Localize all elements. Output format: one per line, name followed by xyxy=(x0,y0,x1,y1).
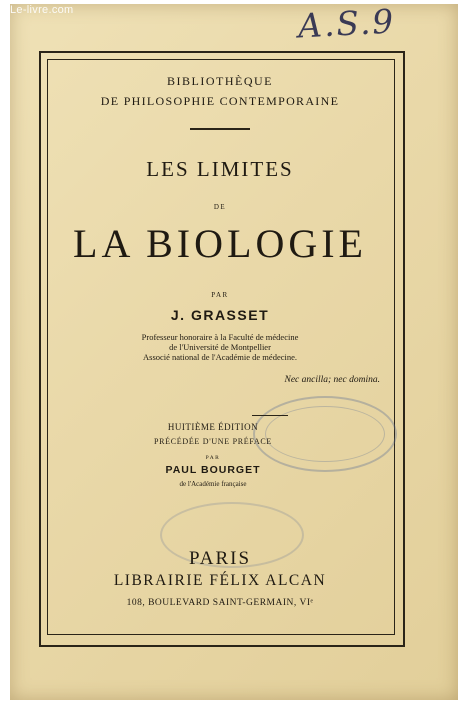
edition-rule xyxy=(252,415,288,416)
author-by: PAR xyxy=(211,291,229,299)
divider-rule xyxy=(190,128,250,130)
preface-by: PAR xyxy=(205,455,221,461)
motto: Nec ancilla; nec domina. xyxy=(284,375,380,385)
edition-label: HUITIÈME ÉDITION xyxy=(167,422,259,432)
imprint-city: PARIS xyxy=(188,548,252,569)
preface-note: PRÉCÉDÉE D'UNE PRÉFACE xyxy=(153,437,273,446)
handwritten-note: A.S.9 xyxy=(297,1,397,46)
watermark: Le-livre.com xyxy=(10,4,74,16)
author-affiliation-3: Associé national de l'Académie de médecine. xyxy=(143,352,297,362)
author-affiliation-2: de l'Université de Montpellier xyxy=(169,342,271,352)
preface-author: PAUL BOURGET xyxy=(165,464,261,476)
imprint-address: 108, BOULEVARD SAINT-GERMAIN, VIᵉ xyxy=(126,598,314,608)
author-name: J. GRASSET xyxy=(170,307,270,323)
series-title-line1: BIBLIOTHÈQUE xyxy=(167,74,273,88)
title-connector: DE xyxy=(213,203,227,211)
preface-author-affiliation: de l'Académie française xyxy=(179,480,247,488)
series-title-line2: DE PHILOSOPHIE CONTEMPORAINE xyxy=(100,94,340,108)
title-small: LES LIMITES xyxy=(146,157,294,181)
imprint-publisher: LIBRAIRIE FÉLIX ALCAN xyxy=(113,572,327,589)
title-main: LA BIOLOGIE xyxy=(73,221,367,266)
author-affiliation-1: Professeur honoraire à la Faculté de médecine xyxy=(141,332,299,342)
